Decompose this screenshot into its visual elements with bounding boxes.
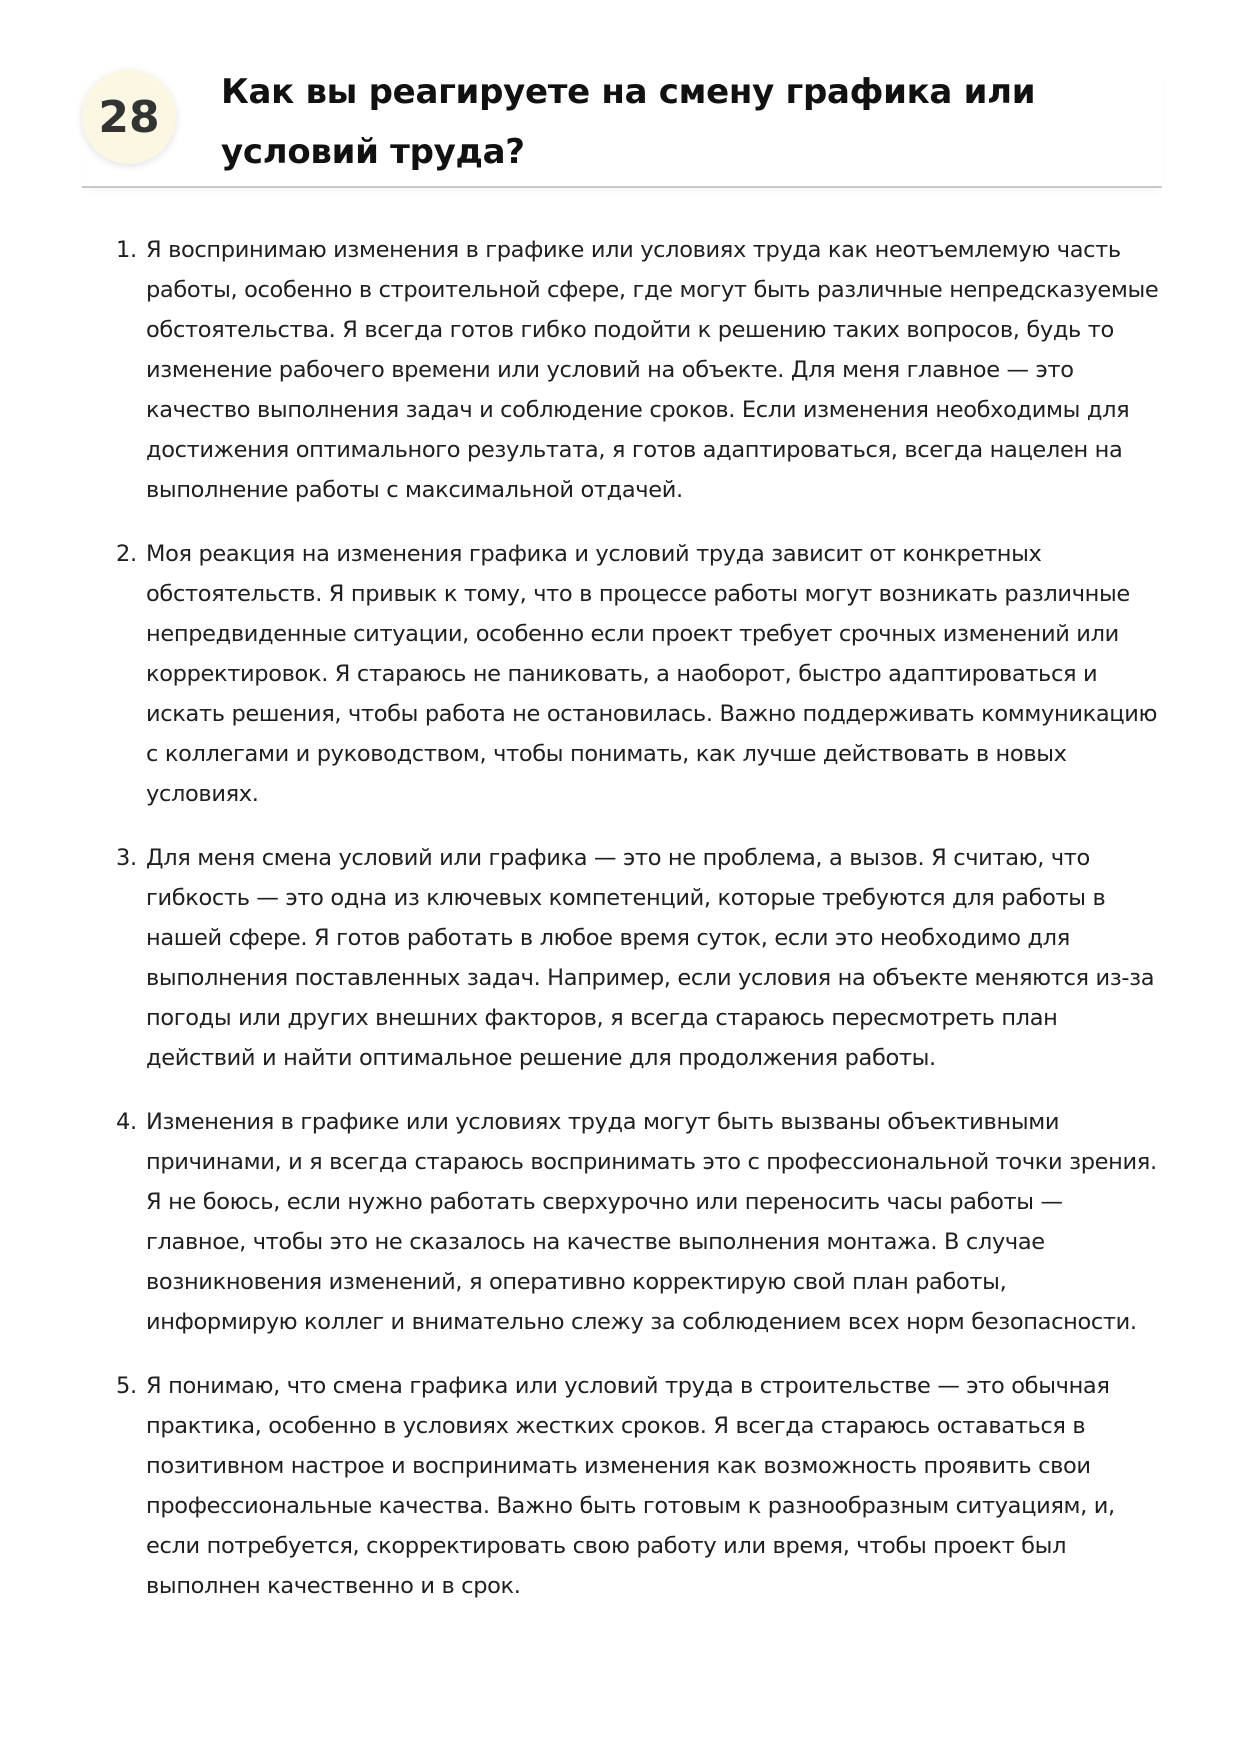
question-header <box>82 62 1162 188</box>
answer-text: Для меня смена условий или графика — это не проблема, а вызов. Я считаю, что гибкость — это одна из ключевых компетенций, которые требуются для работы в нашей сфере. Я готов работать в любое время суток, если это необходимо для выполнения поставленных задач. Например, если условия на объекте меняются из-за погоды или других внешних факторов, я всегда стараюсь пересмотреть план действий и найти оптимальное решение для продолжения работы. <box>146 845 1155 1071</box>
answer-text: Изменения в графике или условиях труда могут быть вызваны объективными причинами, и я всегда стараюсь воспринимать это с профессиональной точки зрения. Я не боюсь, если нужно работать сверхурочно или переносить часы работы — главное, чтобы это не сказалось на качестве выполнения монтажа. В случае возникновения изменений, я оперативно корректирую свой план работы, информирую коллег и внимательно слежу за соблюдением всех норм безопасности. <box>146 1109 1157 1335</box>
answer-number: 3. <box>116 845 137 871</box>
question-number-badge: 28 <box>82 70 176 164</box>
answer-text: Я воспринимаю изменения в графике или условиях труда как неотъемлемую часть работы, особенно в строительной сфере, где могут быть различные непредсказуемые обстоятельства. Я всегда готов гибко подойти к решению таких вопросов, будь то изменение рабочего времени или условий на объекте. Для меня главное — это качество выполнения задач и соблюдение сроков. Если изменения необходимы для достижения оптимального результата, я готов адаптироваться, всегда нацелен на выполнение работы с максимальной отдачей. <box>146 237 1159 503</box>
answer-item <box>82 838 1162 1078</box>
answer-number: 1. <box>116 237 137 263</box>
answer-item <box>82 534 1162 814</box>
answer-number: 4. <box>116 1109 137 1135</box>
answer-number: 2. <box>116 541 137 567</box>
answer-list <box>82 230 1162 1630</box>
answer-item <box>82 230 1162 510</box>
answer-text: Я понимаю, что смена графика или условий труда в строительстве — это обычная практика, особенно в условиях жестких сроков. Я всегда стараюсь оставаться в позитивном настрое и воспринимать изменения как возможность проявить свои профессиональные качества. Важно быть готовым к разнообразным ситуациям, и, если потребуется, скорректировать свою работу или время, чтобы проект был выполнен качественно и в срок. <box>146 1373 1115 1599</box>
answer-number: 5. <box>116 1373 137 1399</box>
question-title: Как вы реагируете на смену графика или условий труда? <box>221 72 1036 172</box>
answer-item <box>82 1102 1162 1342</box>
answer-item <box>82 1366 1162 1606</box>
answer-text: Моя реакция на изменения графика и условий труда зависит от конкретных обстоятельств. Я привык к тому, что в процессе работы могут возникать различные непредвиденные ситуации, особенно если проект требует срочных изменений или корректировок. Я стараюсь не паниковать, а наоборот, быстро адаптироваться и искать решения, чтобы работа не остановилась. Важно поддерживать коммуникацию с коллегами и руководством, чтобы понимать, как лучше действовать в новых условиях. <box>146 541 1158 807</box>
